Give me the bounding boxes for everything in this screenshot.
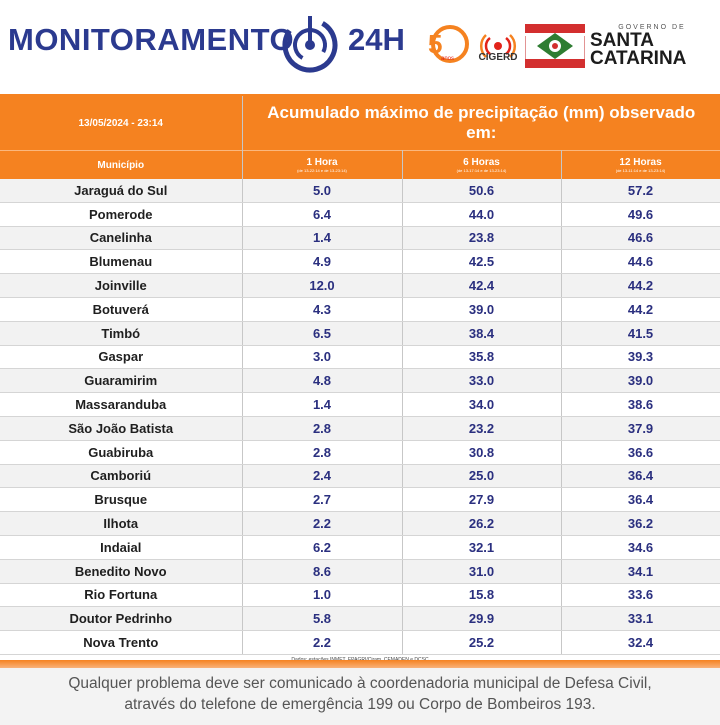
value-1h-cell: 1.4 xyxy=(242,393,402,417)
table-header-row xyxy=(0,151,720,180)
footer-line-1: Qualquer problema deve ser comunicado à coordenadoria municipal de Defesa Civil, xyxy=(68,675,652,692)
period-range: (de 13-22:14 e de 13-23:14) xyxy=(297,168,347,173)
value-6h-cell: 27.9 xyxy=(402,488,561,512)
municipio-cell: São João Batista xyxy=(0,416,242,440)
brand-title: MONITORAMENTO xyxy=(8,22,295,57)
municipio-cell: Benedito Novo xyxy=(0,559,242,583)
municipio-cell: Camboriú xyxy=(0,464,242,488)
municipio-cell: Massaranduba xyxy=(0,393,242,417)
value-6h-cell: 15.8 xyxy=(402,583,561,607)
cigerd-signal-icon xyxy=(474,22,522,72)
footer-divider xyxy=(0,660,720,668)
value-6h-cell: 50.6 xyxy=(402,179,561,202)
period-range: (de 13-11:14 e de 13-23:14) xyxy=(615,168,666,173)
svg-text:5: 5 xyxy=(428,29,443,59)
value-1h-cell: 2.8 xyxy=(242,416,402,440)
value-6h-cell: 39.0 xyxy=(402,297,561,321)
table-row xyxy=(0,345,720,369)
value-6h-cell: 42.5 xyxy=(402,250,561,274)
table-row xyxy=(0,607,720,631)
table-row xyxy=(0,488,720,512)
municipio-cell: Guaramirim xyxy=(0,369,242,393)
value-1h-cell: 3.0 xyxy=(242,345,402,369)
value-6h-cell: 38.4 xyxy=(402,321,561,345)
value-1h-cell: 1.0 xyxy=(242,583,402,607)
municipio-cell: Gaspar xyxy=(0,345,242,369)
value-12h-cell: 39.0 xyxy=(561,369,720,393)
value-12h-cell: 46.6 xyxy=(561,226,720,250)
table-title-row xyxy=(0,96,720,151)
municipio-cell: Doutor Pedrinho xyxy=(0,607,242,631)
column-header-6h xyxy=(402,151,561,180)
value-6h-cell: 35.8 xyxy=(402,345,561,369)
value-12h-cell: 44.2 xyxy=(561,274,720,298)
value-12h-cell: 57.2 xyxy=(561,179,720,202)
value-6h-cell: 23.2 xyxy=(402,416,561,440)
value-12h-cell: 36.4 xyxy=(561,488,720,512)
brand-24h: 24H xyxy=(348,22,405,57)
precipitation-table xyxy=(0,96,720,655)
value-12h-cell: 44.2 xyxy=(561,297,720,321)
value-6h-cell: 25.0 xyxy=(402,464,561,488)
value-6h-cell: 23.8 xyxy=(402,226,561,250)
value-6h-cell: 30.8 xyxy=(402,440,561,464)
table-row xyxy=(0,559,720,583)
value-12h-cell: 33.1 xyxy=(561,607,720,631)
value-1h-cell: 4.9 xyxy=(242,250,402,274)
value-1h-cell: 1.4 xyxy=(242,226,402,250)
value-12h-cell: 36.4 xyxy=(561,464,720,488)
table-row xyxy=(0,393,720,417)
value-1h-cell: 2.8 xyxy=(242,440,402,464)
column-header-1h xyxy=(242,151,402,180)
fifty-years-logo xyxy=(424,24,470,66)
municipio-cell: Guabiruba xyxy=(0,440,242,464)
value-6h-cell: 29.9 xyxy=(402,607,561,631)
precipitation-table-container xyxy=(0,94,720,665)
value-1h-cell: 2.2 xyxy=(242,512,402,536)
table-row xyxy=(0,464,720,488)
santa-catarina-flag-icon xyxy=(525,24,585,68)
value-1h-cell: 6.2 xyxy=(242,535,402,559)
value-6h-cell: 33.0 xyxy=(402,369,561,393)
table-row xyxy=(0,369,720,393)
value-6h-cell: 25.2 xyxy=(402,631,561,655)
value-1h-cell: 6.5 xyxy=(242,321,402,345)
municipio-cell: Ilhota xyxy=(0,512,242,536)
monitoring-target-icon xyxy=(279,12,341,74)
value-1h-cell: 2.2 xyxy=(242,631,402,655)
municipio-cell: Pomerode xyxy=(0,202,242,226)
value-12h-cell: 36.6 xyxy=(561,440,720,464)
value-12h-cell: 49.6 xyxy=(561,202,720,226)
value-6h-cell: 31.0 xyxy=(402,559,561,583)
table-row xyxy=(0,297,720,321)
table-row xyxy=(0,416,720,440)
municipio-cell: Botuverá xyxy=(0,297,242,321)
value-1h-cell: 4.3 xyxy=(242,297,402,321)
footer-notice xyxy=(0,668,720,725)
table-row xyxy=(0,226,720,250)
value-12h-cell: 38.6 xyxy=(561,393,720,417)
value-1h-cell: 2.4 xyxy=(242,464,402,488)
value-12h-cell: 37.9 xyxy=(561,416,720,440)
table-row xyxy=(0,512,720,536)
value-12h-cell: 41.5 xyxy=(561,321,720,345)
value-1h-cell: 5.8 xyxy=(242,607,402,631)
value-1h-cell: 4.8 xyxy=(242,369,402,393)
table-row xyxy=(0,440,720,464)
value-12h-cell: 39.3 xyxy=(561,345,720,369)
value-6h-cell: 42.4 xyxy=(402,274,561,298)
value-12h-cell: 33.6 xyxy=(561,583,720,607)
period-label: 6 Horas xyxy=(463,157,500,168)
table-title: Acumulado máximo de precipitação (mm) observado em: xyxy=(242,96,720,151)
municipio-cell: Joinville xyxy=(0,274,242,298)
value-6h-cell: 34.0 xyxy=(402,393,561,417)
footer-line-2: através do telefone de emergência 199 ou Corpo de Bombeiros 193. xyxy=(124,696,596,713)
table-row xyxy=(0,583,720,607)
municipio-cell: Blumenau xyxy=(0,250,242,274)
value-1h-cell: 8.6 xyxy=(242,559,402,583)
cigerd-label: CIGERD xyxy=(478,52,518,63)
table-row xyxy=(0,250,720,274)
municipio-cell: Nova Trento xyxy=(0,631,242,655)
period-label: 1 Hora xyxy=(306,157,338,168)
column-header-12h xyxy=(561,151,720,180)
table-body xyxy=(0,179,720,654)
state-name: SANTA CATARINA xyxy=(590,30,687,69)
municipio-cell: Jaraguá do Sul xyxy=(0,179,242,202)
municipio-cell: Brusque xyxy=(0,488,242,512)
value-1h-cell: 12.0 xyxy=(242,274,402,298)
value-12h-cell: 36.2 xyxy=(561,512,720,536)
table-row xyxy=(0,631,720,655)
column-header-municipio: Município xyxy=(0,151,242,180)
period-label: 12 Horas xyxy=(619,157,662,168)
svg-text:anos: anos xyxy=(441,56,455,62)
value-12h-cell: 34.1 xyxy=(561,559,720,583)
value-12h-cell: 44.6 xyxy=(561,250,720,274)
value-12h-cell: 32.4 xyxy=(561,631,720,655)
report-datetime: 13/05/2024 - 23:14 xyxy=(0,96,242,151)
table-row xyxy=(0,535,720,559)
government-label: GOVERNO DE xyxy=(618,24,686,31)
table-row xyxy=(0,202,720,226)
table-row xyxy=(0,179,720,202)
value-6h-cell: 44.0 xyxy=(402,202,561,226)
municipio-cell: Canelinha xyxy=(0,226,242,250)
municipio-cell: Rio Fortuna xyxy=(0,583,242,607)
table-row xyxy=(0,321,720,345)
municipio-cell: Indaial xyxy=(0,535,242,559)
table-row xyxy=(0,274,720,298)
header xyxy=(0,0,720,94)
municipio-cell: Timbó xyxy=(0,321,242,345)
value-1h-cell: 2.7 xyxy=(242,488,402,512)
value-6h-cell: 32.1 xyxy=(402,535,561,559)
value-12h-cell: 34.6 xyxy=(561,535,720,559)
value-6h-cell: 26.2 xyxy=(402,512,561,536)
period-range: (de 13-17:14 e de 13-23:14) xyxy=(456,168,507,173)
value-1h-cell: 5.0 xyxy=(242,179,402,202)
value-1h-cell: 6.4 xyxy=(242,202,402,226)
